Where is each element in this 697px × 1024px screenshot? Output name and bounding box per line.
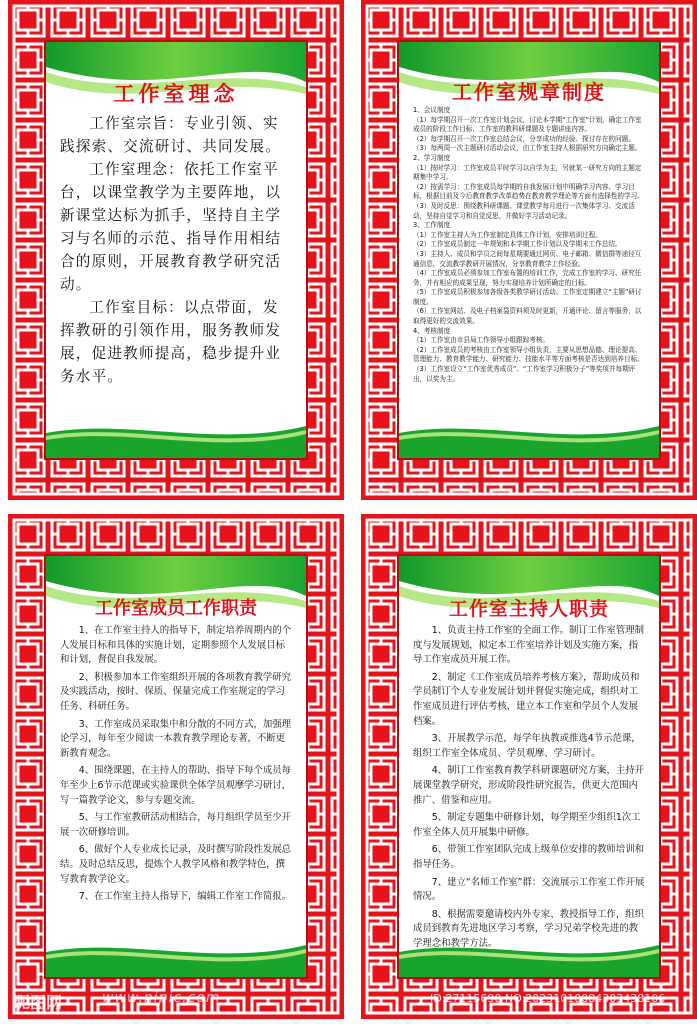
paragraph: （2）工作室成员制定一年规划和本学期工作计划以及学期末工作总结。 <box>413 240 622 249</box>
paragraph: 4、考核制度 <box>413 326 451 335</box>
content-panel <box>397 554 661 979</box>
paragraph: 7、建立“名师工作室”群：交流展示工作室工作开展情况。 <box>413 876 645 903</box>
board-title: 工作室成员工作职责 <box>95 598 257 619</box>
paragraph: 3、工作制度 <box>413 221 451 230</box>
paragraph: （6）工作室网站、及电子档案袋资料须及时更新，开通评论、留言等服务，以取得更好的交流效果。 <box>413 307 642 326</box>
board-title: 工作室主持人职责 <box>448 598 609 620</box>
watermark-url: www.nipic.com <box>102 990 221 1006</box>
paragraph: 1、会议制度 <box>413 106 451 114</box>
paragraph: （1）工作室由市县局工作领导小组跟踪考核。 <box>413 336 550 345</box>
board-text <box>60 112 294 388</box>
paragraph: 2、积极参加本工作室组织开展的各项教育教学研究及实践活动，按时、保质、保量完成工作室规定的学习任务、科研任务。 <box>60 671 292 712</box>
green-wave-bottom <box>46 418 306 458</box>
paragraph: （3）主持人、成员和学员之间每星期要通过网页、电子邮箱、微信群等途径互通信息，交流教学教研开展情况，分享教育教学工作经验。 <box>413 249 642 268</box>
green-wave-bottom <box>46 937 306 977</box>
paragraph: 6、做好个人专业成长记录，及时撰写阶段性发展总结。及时总结反思，提炼个人教学风格和教学特色，撰写教育教学论文。 <box>60 844 292 885</box>
board-text <box>60 624 294 908</box>
paragraph: 7、在工作室主持人指导下，编辑工作室工作简报。 <box>78 891 292 903</box>
content-panel <box>44 554 308 979</box>
paragraph: （2）按需学习：工作室成员每学期的自我发展计划中明确学习内容、学习目标，根据目前及今后教育教学改革趋势在教育教学理论等方面有选择性的学习。 <box>413 182 644 201</box>
paragraph: 6、带领工作室团队完成上级单位安排的教师培训和指导任务。 <box>413 844 645 870</box>
paragraph: 5、与工作室教研活动相结合，每月组织学员至少开展一次研修培训。 <box>60 812 292 838</box>
paragraph: （1）工作室主持人为工作室制定具体工作计划，安排培训过程。 <box>413 230 602 239</box>
board-title: 工作室理念 <box>113 81 239 106</box>
paragraph: （3）工作室设立“工作室优秀成员”、“工作室学习积极分子”等奖项并每期评出，以奖为主。 <box>413 365 636 383</box>
watermark-id: ID:27115690 NO:20231010084303438106 <box>430 992 666 1005</box>
watermark-logo: 昵图网 <box>14 993 63 1012</box>
board-title: 工作室规章制度 <box>452 80 606 104</box>
paragraph: （1）按时学习：工作室成员平时学习以自学为主，另就某一研究方向的主题定期集中学习。 <box>413 163 642 182</box>
paragraph: 工作室宗旨：专业引领、实践探索、交流研讨、共同发展。 <box>60 115 282 155</box>
paragraph: 2、学习制度 <box>413 153 451 162</box>
paragraph: 工作室理念：依托工作室平台，以课堂教学为主要阵地，以新课堂达标为抓手，坚持自主学习与名师的示范、指导作用相结合的原则，开展教育教学研究活动。 <box>60 161 282 293</box>
paragraph: 5、制定专题集中研修计划，每学期至少组织1次工作室全体人员开展集中研修。 <box>413 812 641 838</box>
green-wave-bottom <box>399 418 659 458</box>
paragraph: （5）工作室成员积极参加各级各类教学研讨活动。工作室定期建立“主题”研讨制度。 <box>413 288 642 306</box>
paragraph: 1、在工作室主持人的指导下，制定培养周期内的个人发展目标和具体的实施计划，定期参照个人发展目标和计划，督促自我发展。 <box>60 625 292 666</box>
paragraph: 4、围绕课题，在主持人的帮助、指导下每个成员每年至少上6节示范课或实验课供全体学员观摩学习研讨，写一篇教学论文，参与专题交流。 <box>60 765 292 806</box>
paragraph: 3、开展教学示范，每学年执教或推选4节示范课，组织工作室全体成员、学员观摩、学习研讨。 <box>413 733 641 759</box>
board-host-duties <box>361 514 697 1019</box>
paragraph: （4）工作室成员必须参加工作室布置的培训工作，完成工作室的学习、研究任务，并有相应的成果呈现，努力实现培养计划所确定的目标。 <box>413 269 642 287</box>
board-regulations <box>361 0 697 500</box>
paragraph: （2）工作室成员的考核由工作室领导小组负责，主要从思想品德、理论提高、管理能力、教育教学能力、研究能力、技能水平等方面考核是否达到培养目标。 <box>413 345 644 364</box>
board-text <box>413 106 647 384</box>
paragraph: （3）每两周一次主题研讨活动会议，由工作室主持人根据研究方向确定主题。 <box>413 144 642 153</box>
board-member-duties <box>8 514 344 1019</box>
content-panel <box>397 40 661 460</box>
paragraph: （3）及时反思：围绕教科研课题、课堂教学每月进行一次集体学习、交流活动，坚持自觉学习和自觉反思，并做好学习活动记录。 <box>413 201 635 220</box>
paragraph: 2、制定《工作室成员培养考核方案》，帮助成员和学员制订个人专业发展计划并督促实施完成，组织对工作室成员进行评估考核，建立本工作室和学员个人发展档案。 <box>413 671 640 727</box>
board-text <box>413 624 647 979</box>
board-philosophy <box>8 0 344 500</box>
paragraph: （2）每学期召开一次工作室总结会议，分享成功的经验、探讨存在的问题。 <box>413 134 635 143</box>
paragraph: 4、制订工作室教育教学科研课题研究方案，主持开展课堂教学研究，形成阶段性研究报告，供更大范围内推广、借鉴和应用。 <box>413 765 645 806</box>
green-wave-bottom <box>399 937 659 977</box>
content-panel <box>44 40 308 460</box>
paragraph: 8、根据需要邀请校内外专家、教授指导工作，组织成员到教育先进地区学习考察，学习兄弟学校先进的教学理念和教学方法。 <box>413 908 645 949</box>
paragraph: 3、工作室成员采取集中和分散的不同方式，加强理论学习，每年至少阅读一本教育教学理论专著，不断更新教育观念。 <box>60 718 292 759</box>
paragraph: 1、负责主持工作室的全面工作。制订工作室管理制度与发展规划，拟定本工作室培养计划及实施方案，指导工作室成员开展工作。 <box>413 625 645 666</box>
paragraph: 工作室目标：以点带面，发挥教研的引领作用，服务教师发展，促进教师提高，稳步提升业务水平。 <box>60 299 282 385</box>
paragraph: （1）每学期召开一次工作室计划会议，讨论本学期“工作室”计划，确定工作室成员的阶段工作目标、工作室的教科研课题及专题讲座内容。 <box>413 115 642 134</box>
